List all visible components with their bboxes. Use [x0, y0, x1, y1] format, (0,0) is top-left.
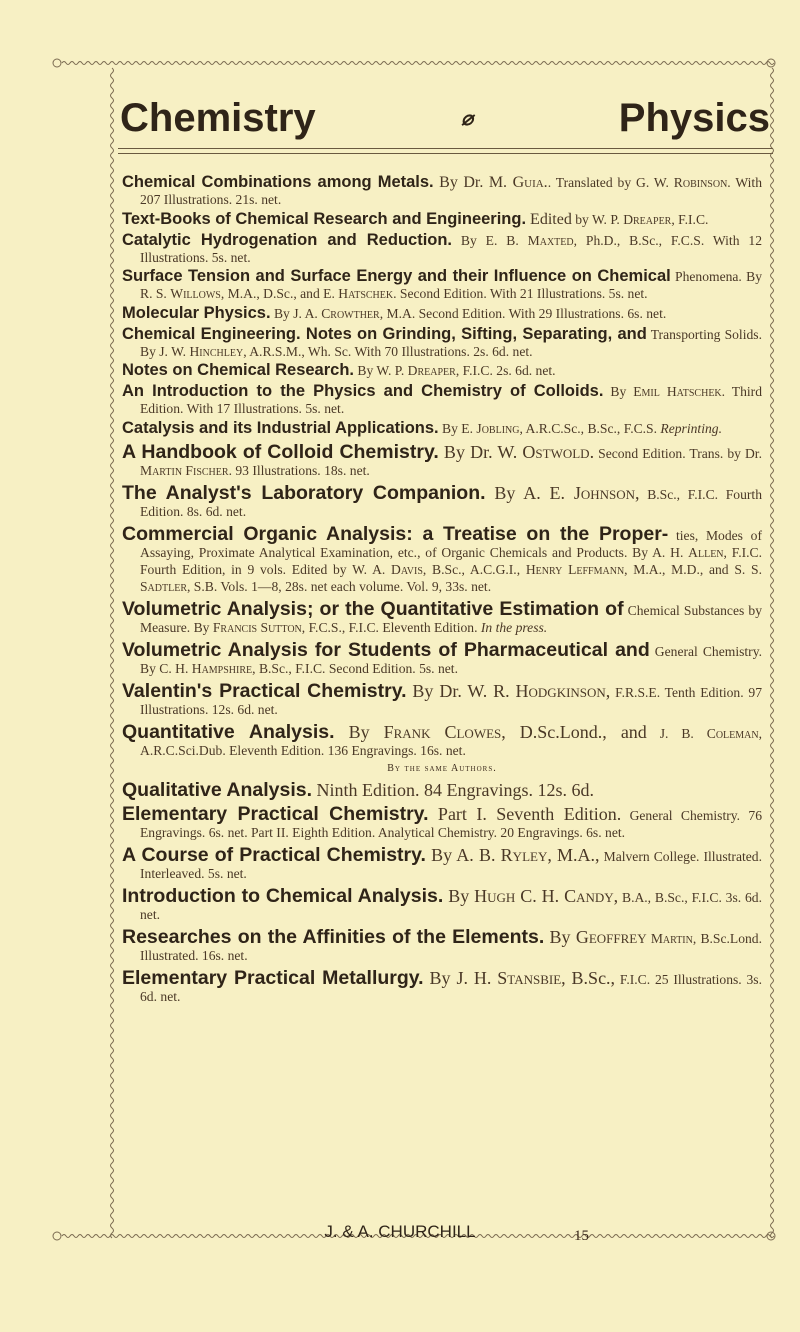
book-details: . 93 Illustrations. 18s. net. [228, 462, 370, 478]
book-details: , A.R.S.M., Wh. Sc. With 70 Illustrations. 2s. 6d. net. [243, 343, 533, 359]
book-entry [122, 968, 762, 1005]
book-title: Chemical Engineering. Notes on Grinding, Sifting, Separating, and [122, 324, 647, 343]
book-details: , S.B. Vols. 1—8, 28s. net each volume. Vol. 9, 33s. net. [187, 578, 492, 594]
book-entry [122, 640, 762, 677]
title-byline: , D.Sc.Lond., and [501, 721, 647, 742]
book-title: A Course of Practical Chemistry. [122, 843, 426, 866]
book-entry [122, 266, 762, 302]
book-title: An Introduction to the Physics and Chemistry of Colloids. [122, 382, 604, 400]
author-name: Hodgkinson, [515, 680, 611, 701]
book-entry [122, 418, 762, 438]
book-title: Qualitative Analysis. [122, 778, 313, 801]
book-details: Phenomena. By R. S. [140, 269, 762, 301]
page-header [120, 96, 770, 141]
book-title: Commercial Organic Analysis: a Treatise on the Proper- [122, 522, 669, 545]
title-byline: Edited [526, 210, 572, 228]
book-entry [122, 681, 762, 718]
book-title: Surface Tension and Surface Energy and their Influence on Chemical [122, 267, 671, 285]
book-details: . Translated by G. W. [547, 175, 674, 190]
author-name: Davis [391, 561, 423, 577]
author-name: Frank Clowes [383, 721, 502, 742]
title-byline: By [544, 926, 576, 947]
author-name: Sadtler [140, 578, 187, 594]
title-byline: , [613, 885, 619, 906]
book-title: Researches on the Affinities of the Elements. [122, 925, 545, 948]
author-name: Francis Sutton [212, 619, 302, 635]
title-byline: By [334, 721, 384, 742]
author-name: Willows [170, 286, 221, 301]
book-entry [122, 722, 762, 759]
book-details: , M.A. Second Edition. With 29 Illustrations. 6s. net. [379, 305, 667, 321]
book-details: J. B. [646, 725, 707, 741]
book-details: , B.Sc., F.I.C. Second Edition. 5s. net. [252, 660, 458, 676]
book-details: by W. P. [571, 211, 624, 227]
title-byline: By Dr. W. R. [406, 680, 516, 701]
book-title: Valentin's Practical Chemistry. [122, 679, 407, 702]
book-title: The Analyst's Laboratory Companion. [122, 481, 486, 504]
book-entry [122, 845, 762, 882]
author-name: Dreaper [623, 211, 672, 227]
title-byline: , B.Sc., [561, 967, 616, 988]
author-name: Johnson, [573, 482, 640, 503]
book-entry [122, 804, 762, 841]
status-note: Reprinting. [660, 420, 722, 436]
author-name: Stansbie [497, 967, 562, 988]
title-byline: Ninth Edition. 84 Engravings. 12s. 6d. [312, 779, 595, 800]
book-details: , B.Sc., A.C.G.I., [422, 561, 526, 577]
book-title: Quantitative Analysis. [122, 720, 335, 743]
book-entry [122, 172, 762, 208]
book-details: , B.Sc.Lond. Illustrated. 16s. net. [140, 930, 762, 963]
author-name: Hatschek [338, 286, 394, 301]
publisher-name: J. & A. CHURCHILL [324, 1222, 476, 1241]
author-name: Coleman [706, 725, 759, 741]
book-details: ties, Modes of Assaying, Proximate Analytical Examination, etc., of Organic Chemicals and Products. By A. H. [140, 527, 762, 560]
title-byline: By Dr. W. [438, 441, 523, 462]
book-title: Text-Books of Chemical Research and Engineering. [122, 209, 527, 228]
book-details: F.R.S.E. Tenth Edition. 97 Illustrations. 12s. 6d. net. [140, 684, 763, 717]
emblem-icon: ⌀ [461, 108, 474, 130]
author-name: Crowther [321, 305, 380, 321]
book-title: Molecular Physics. [122, 303, 271, 322]
header-rule-top [118, 148, 773, 149]
book-title: Catalytic Hydrogenation and Reduction. [122, 230, 453, 249]
book-details: By W. P. [354, 363, 408, 378]
book-details: . Third Edition. With 17 Illustrations. 5s. net. [140, 384, 762, 416]
book-entry [122, 381, 762, 417]
book-details: , M.A., M.D., and S. S. [624, 561, 762, 577]
author-name: Henry Leffmann [525, 561, 625, 577]
book-title: Volumetric Analysis; or the Quantitative Estimation of [122, 597, 624, 620]
author-name: Allen [688, 544, 724, 560]
book-entry [122, 230, 762, 266]
author-name: Maxted [527, 232, 574, 248]
book-entry [122, 780, 762, 800]
book-title: Elementary Practical Metallurgy. [122, 966, 424, 989]
header-rule-bottom [118, 153, 773, 154]
book-entry [122, 524, 762, 595]
book-details: , F.I.C. [671, 211, 709, 227]
book-entry [122, 324, 762, 360]
page-number: 15 [574, 1228, 589, 1244]
title-byline: Part I. Seventh Edition. [428, 803, 622, 824]
book-details: B.Sc., F.I.C. Fourth Edition. 8s. 6d. net. [140, 486, 762, 519]
book-details: By [603, 384, 634, 399]
author-name: Hinchley [189, 343, 244, 359]
book-list [122, 172, 762, 1006]
title-byline: By A. E. [485, 482, 574, 503]
book-entry [122, 360, 762, 380]
author-name: Martin [650, 930, 693, 946]
book-details: , A.R.C.Sc., B.Sc., F.C.S. [519, 420, 661, 436]
book-details: , F.C.S., F.I.C. Eleventh Edition. [301, 619, 481, 635]
title-byline: By [443, 885, 475, 906]
book-title: A Handbook of Colloid Chemistry. [122, 440, 439, 463]
title-byline: By A. B. [425, 844, 501, 865]
author-name: Geoffrey [575, 926, 647, 947]
book-entry [122, 927, 762, 964]
book-entry [122, 483, 762, 520]
author-name: Robinson. [673, 175, 731, 190]
book-entry [122, 303, 762, 323]
book-details: , F.I.C. Fourth Edition, in 9 vols. Edited by W. A. [140, 544, 762, 577]
section-subheading: By the same Authors. [387, 762, 497, 774]
book-details: , Ph.D., B.Sc., F.C.S. With 12 Illustrations. 5s. net. [140, 232, 762, 265]
status-note: In the press. [480, 619, 548, 635]
book-details: F.I.C. 25 Illustrations. 3s. 6d. net. [140, 971, 762, 1004]
book-entry [122, 599, 762, 636]
book-entry [122, 886, 762, 923]
book-details: , A.R.C.Sci.Dub. Eleventh Edition. 136 Engravings. 16s. net. [140, 725, 762, 758]
book-details: By E. [438, 420, 477, 436]
book-details: By J. A. [270, 305, 322, 321]
title-byline: By J. H. [423, 967, 498, 988]
header-chemistry: Chemistry [120, 96, 316, 140]
book-title: Chemical Combinations among Metals. [122, 173, 434, 191]
author-name: Hampshire [191, 660, 253, 676]
header-physics: Physics [618, 96, 770, 140]
book-details: . Second Edition. With 21 Illustrations. 5s. net. [393, 286, 648, 301]
book-entry [122, 442, 762, 479]
author-name: Jobling [476, 420, 520, 436]
author-name: Guia. [512, 174, 548, 191]
title-byline: By Dr. M. [433, 174, 513, 191]
book-title: Introduction to Chemical Analysis. [122, 884, 444, 907]
title-byline: , M.A., [547, 844, 600, 865]
book-details: Transporting Solids. By J. W. [140, 326, 762, 359]
book-details: , M.A., D.Sc., and E. [220, 286, 339, 301]
book-title: Elementary Practical Chemistry. [122, 802, 429, 825]
book-details: Second Edition. Trans. by Dr. [594, 445, 762, 461]
book-entry [122, 209, 762, 229]
book-details: B.A., B.Sc., F.I.C. 3s. 6d. net. [140, 889, 762, 922]
book-title: Volumetric Analysis for Students of Pharmaceutical and [122, 638, 650, 661]
book-details: With 207 Illustrations. 21s. net. [140, 175, 762, 207]
author-name: Ryley [500, 844, 548, 865]
author-name: Ostwold. [522, 441, 595, 462]
author-name: Martin Fischer [140, 462, 229, 478]
book-title: Catalysis and its Industrial Applications. [122, 418, 439, 437]
author-name: Emil Hatschek [633, 384, 722, 399]
book-details: General Chemistry. 76 Engravings. 6s. net. Part II. Eighth Edition. Analytical Chemistry. 20 Engravings. 6s. net. [140, 807, 763, 840]
author-name: Hugh C. H. Candy [474, 885, 614, 906]
book-details: General Chemistry. By C. H. [140, 643, 762, 676]
book-title: Notes on Chemical Research. [122, 361, 354, 379]
book-details: By E. B. [452, 232, 528, 248]
book-details: Malvern College. Illustrated. Interleaved. 5s. net. [140, 848, 762, 881]
author-name: Dreaper [407, 363, 456, 378]
book-details: , F.I.C. 2s. 6d. net. [455, 363, 556, 378]
book-details: Chemical Substances by Measure. By [140, 602, 762, 635]
